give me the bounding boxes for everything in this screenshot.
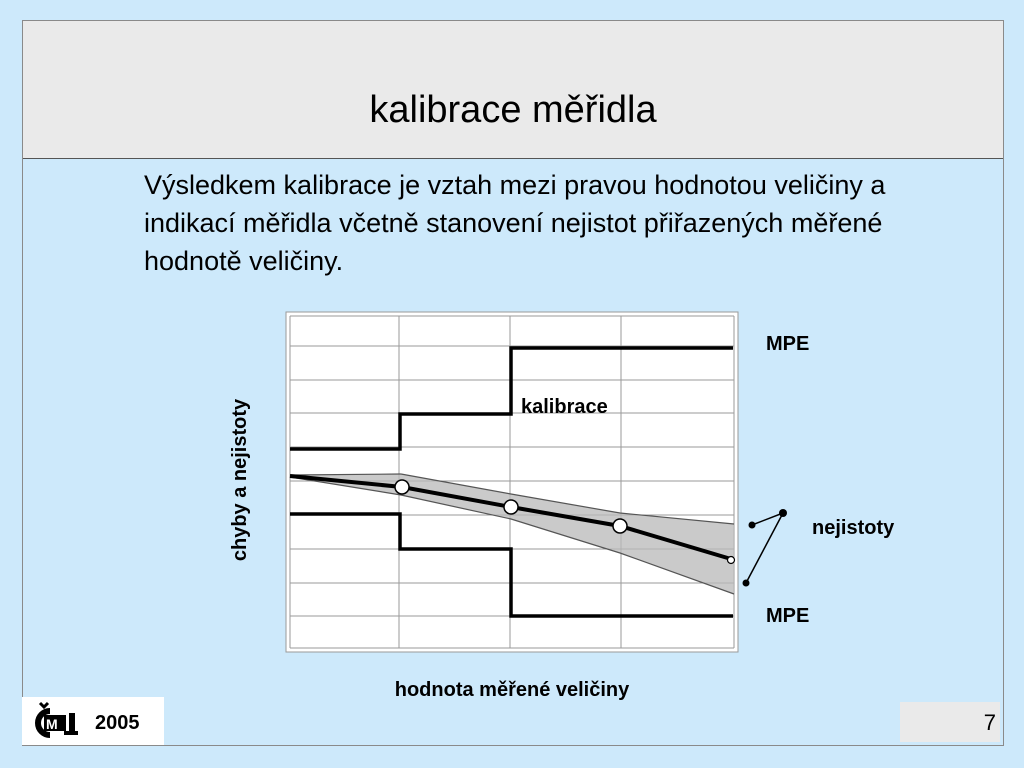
y-axis-label: chyby a nejistoty xyxy=(229,398,251,562)
pointer-dot xyxy=(749,522,756,529)
page-number: 7 xyxy=(983,710,996,735)
mpe-top-label: MPE xyxy=(766,333,810,355)
pointer-dot xyxy=(743,580,750,587)
calibration-label: kalibrace xyxy=(521,396,608,418)
footer-logo-box xyxy=(22,697,164,745)
mpe-bottom-label: MPE xyxy=(766,605,810,627)
calibration-point xyxy=(613,519,627,533)
pointer-dot xyxy=(779,509,787,517)
uncertainty-label: nejistoty xyxy=(812,517,895,539)
x-axis-label: hodnota měřené veličiny xyxy=(394,679,630,701)
slide-paragraph: Výsledkem kalibrace je vztah mezi pravou hodnotou veličiny a indikací měřidla včetně stanovení nejistot přiřazených měřené hodnotě veličiny. xyxy=(144,170,886,276)
calibration-point xyxy=(504,500,518,514)
calibration-point xyxy=(728,557,735,564)
calibration-point xyxy=(395,480,409,494)
svg-text:M: M xyxy=(46,716,58,732)
footer-year: 2005 xyxy=(95,712,140,734)
slide-title: kalibrace měřidla xyxy=(369,89,657,131)
cmi-logo xyxy=(26,697,86,745)
